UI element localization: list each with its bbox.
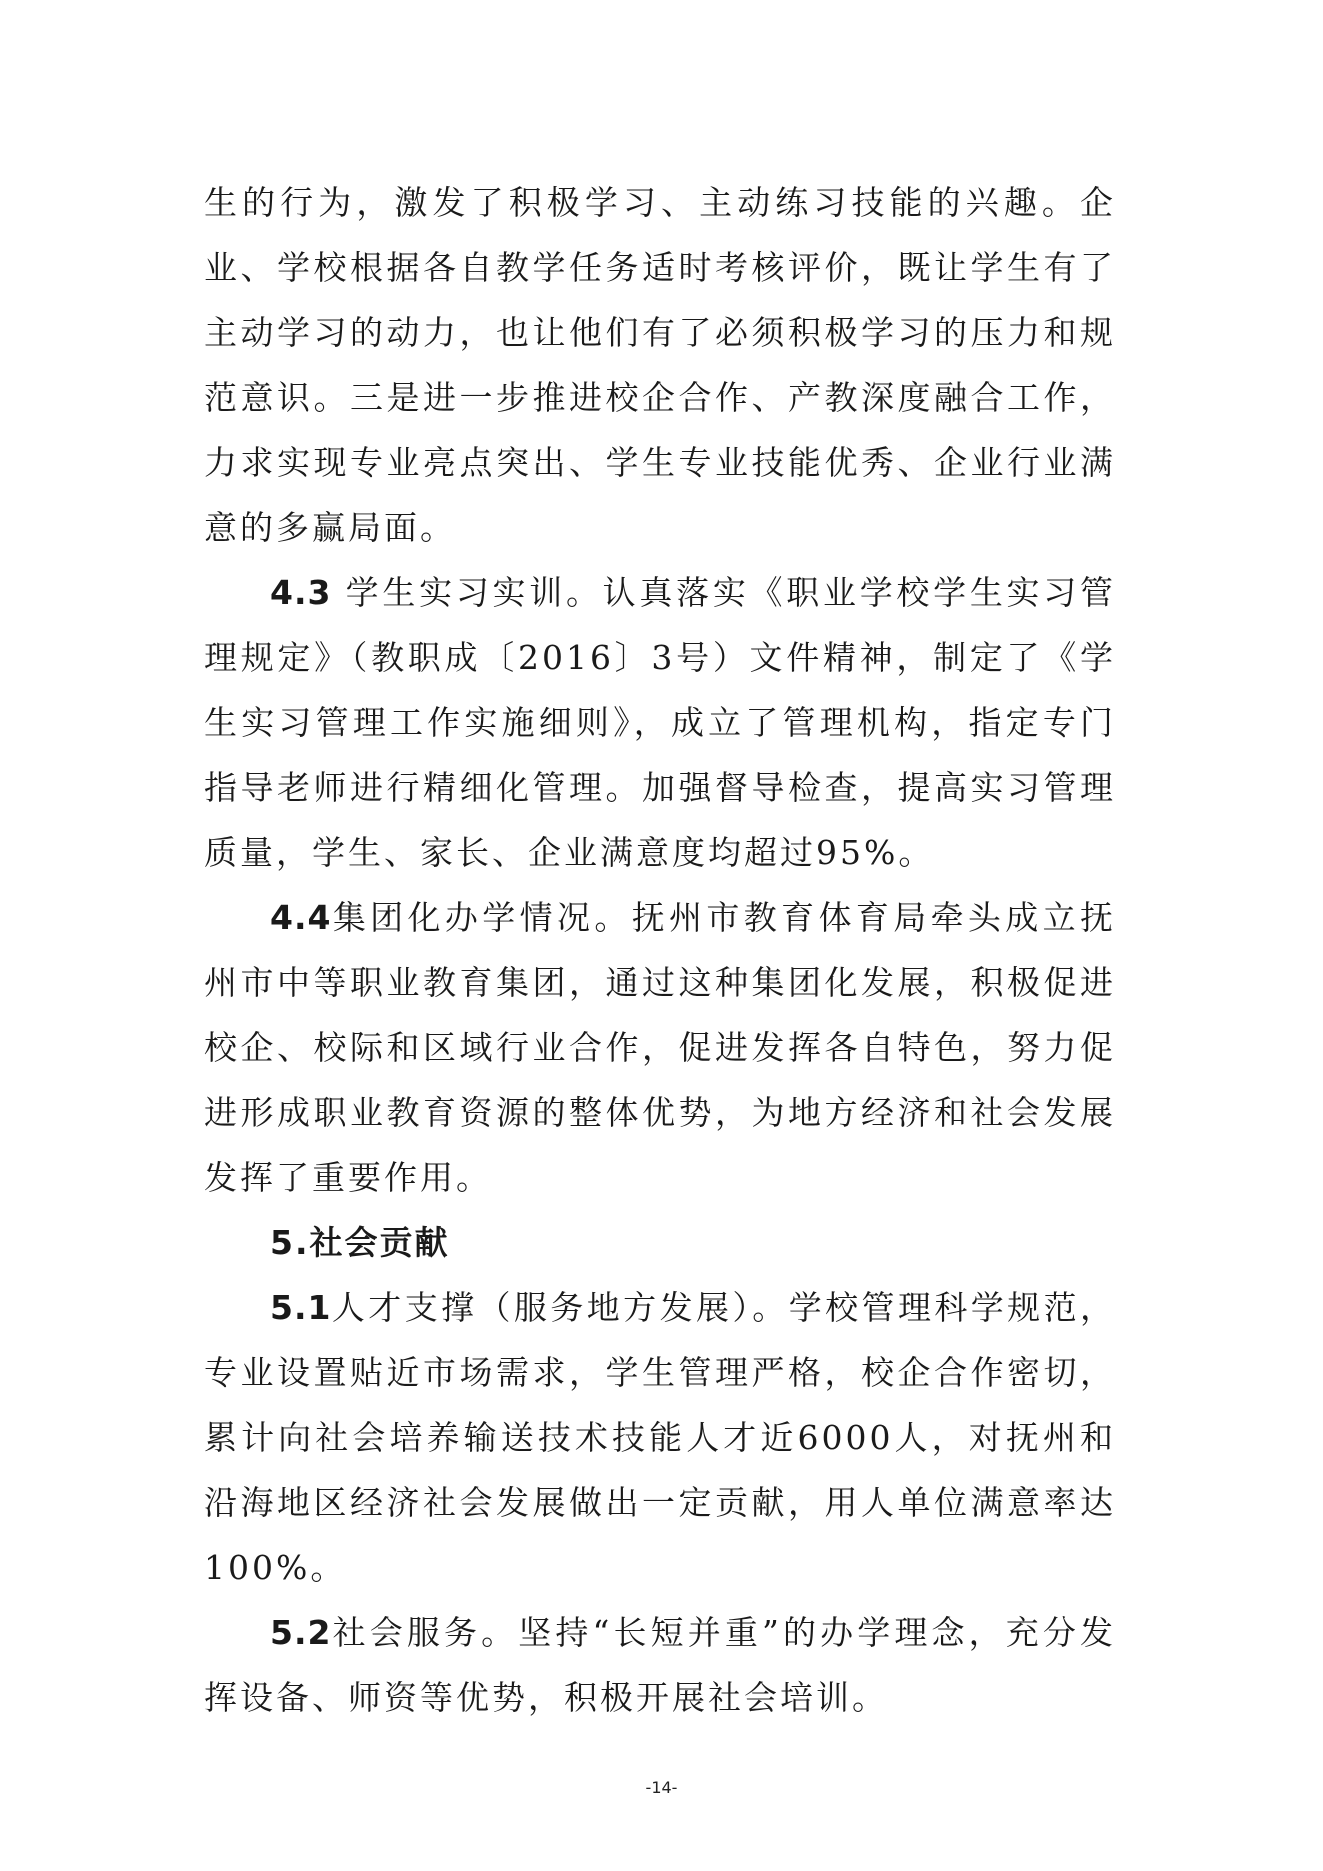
section-number-5-2: 5.2 <box>270 1613 332 1652</box>
paragraph-5-2 <box>204 1600 1116 1730</box>
paragraph-4-4 <box>204 885 1116 1210</box>
paragraph-4-3 <box>204 560 1116 885</box>
section-heading-5: 5.社会贡献 <box>270 1223 450 1262</box>
paragraph-text: 社会服务。坚持“长短并重”的办学理念，充分发挥设备、师资等优势，积极开展社会培训。 <box>204 1613 1116 1717</box>
paragraph-intro-continued <box>204 170 1116 560</box>
paragraph-text: 学生实习实训。认真落实《职业学校学生实习管理规定》（教职成〔2016〕3号）文件精神，制定了《学生实习管理工作实施细则》，成立了管理机构，指定专门指导老师进行精细化管理。加强督导检查，提高实习管理质量，学生、家长、企业满意度均超过95%。 <box>204 573 1116 872</box>
paragraph-text: 生的行为，激发了积极学习、主动练习技能的兴趣。企业、学校根据各自教学任务适时考核评价，既让学生有了主动学习的动力，也让他们有了必须积极学习的压力和规范意识。三是进一步推进校企合作、产教深度融合工作，力求实现专业亮点突出、学生专业技能优秀、企业行业满意的多赢局面。 <box>204 183 1116 547</box>
page-number: -14- <box>645 1778 678 1797</box>
section-number-4-3: 4.3 <box>270 573 332 612</box>
document-body <box>204 170 1116 1730</box>
paragraph-text: 人才支撑（服务地方发展）。学校管理科学规范，专业设置贴近市场需求，学生管理严格，校企合作密切，累计向社会培养输送技术技能人才近6000人，对抚州和沿海地区经济社会发展做出一定贡献，用人单位满意率达100%。 <box>204 1288 1116 1587</box>
paragraph-text: 集团化办学情况。抚州市教育体育局牵头成立抚州市中等职业教育集团，通过这种集团化发展，积极促进校企、校际和区域行业合作，促进发挥各自特色，努力促进形成职业教育资源的整体优势，为地方经济和社会发展发挥了重要作用。 <box>204 898 1116 1197</box>
paragraph-5-1 <box>204 1275 1116 1600</box>
section-number-5-1: 5.1 <box>270 1288 332 1327</box>
section-number-4-4: 4.4 <box>270 898 332 937</box>
